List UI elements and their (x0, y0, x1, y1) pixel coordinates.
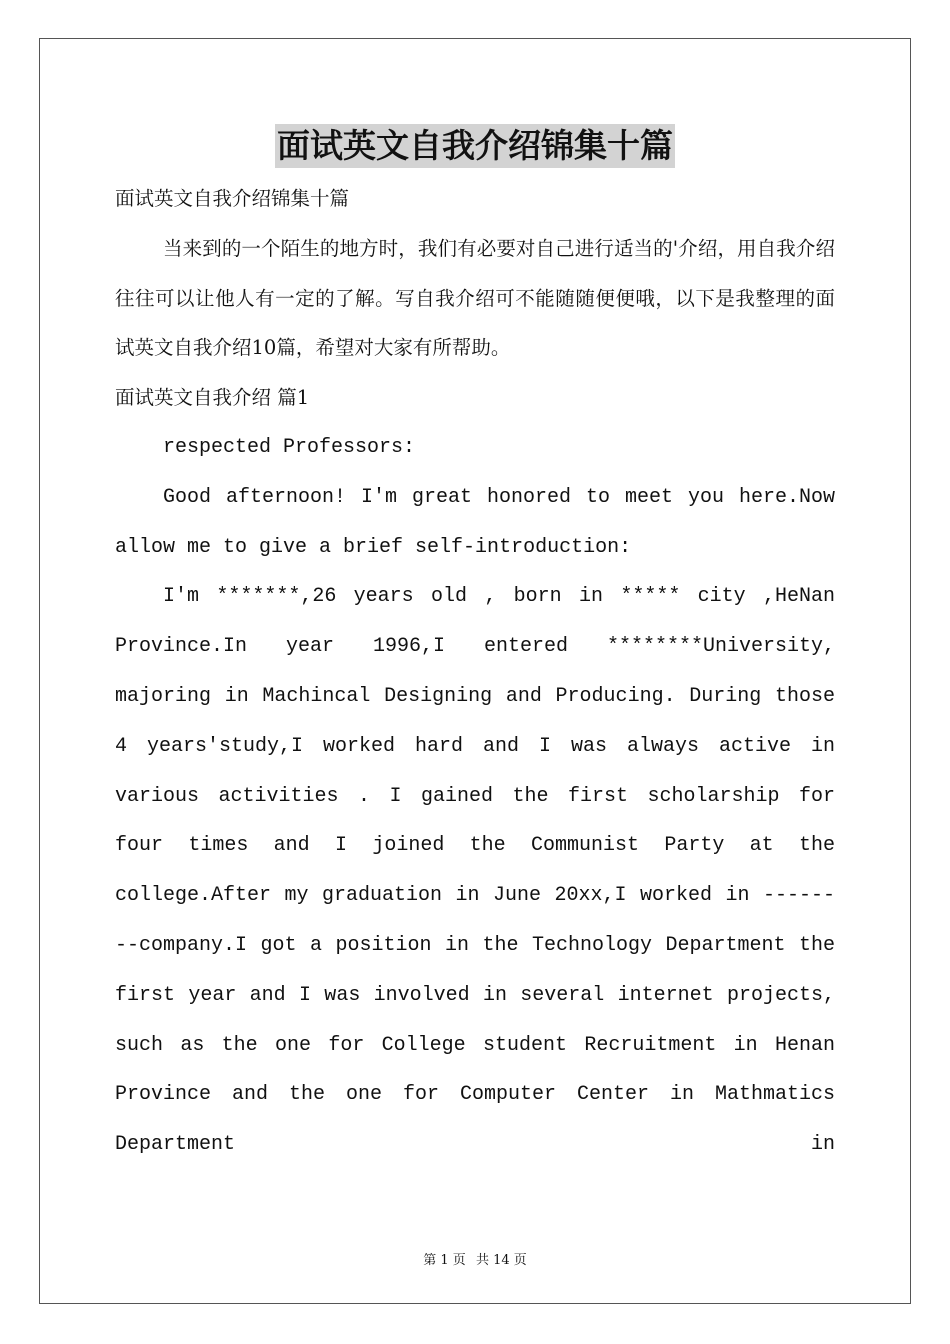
page-total: 共 14 页 (475, 1253, 527, 1268)
title-container (0, 124, 950, 168)
intro-paragraph: 当来到的一个陌生的地方时，我们有必要对自己进行适当的'介绍，用自我介绍往往可以让他人有一定的了解。写自我介绍可不能随随便便哦，以下是我整理的面试英文自我介绍10篇，希望对大家有所帮助。 (115, 236, 835, 360)
document-subtitle: 面试英文自我介绍锦集十篇 (115, 187, 350, 210)
section-heading: 面试英文自我介绍 篇1 (115, 386, 310, 410)
greeting-line: respected Professors: (163, 435, 416, 459)
page-footer (0, 1249, 950, 1268)
body-paragraph-2: I'm *******,26 years old , born in ***** city ,HeNan Province.In year 1996,I entered ********University, majoring in Machincal Designing and Producing. During those 4 years'study,I worked hard and I was always active in various activities . I gained the first scholarship for four times and I joined the Communist Party at the college.After my graduation in June 20xx,I worked in --------company.I got a position in the Technology Department the first year and I was involved in several internet projects, such as the one for College student Recruitment in Henan Province and the one for Computer Center in Mathmatics Department in (115, 585, 835, 1157)
body-paragraph-1: Good afternoon! I'm great honored to meet you here.Now allow me to give a brief self-introduction: (115, 485, 835, 559)
page-number: 第 1 页 (423, 1253, 466, 1268)
document-body (115, 174, 835, 1170)
document-title: 面试英文自我介绍锦集十篇 (275, 124, 675, 168)
